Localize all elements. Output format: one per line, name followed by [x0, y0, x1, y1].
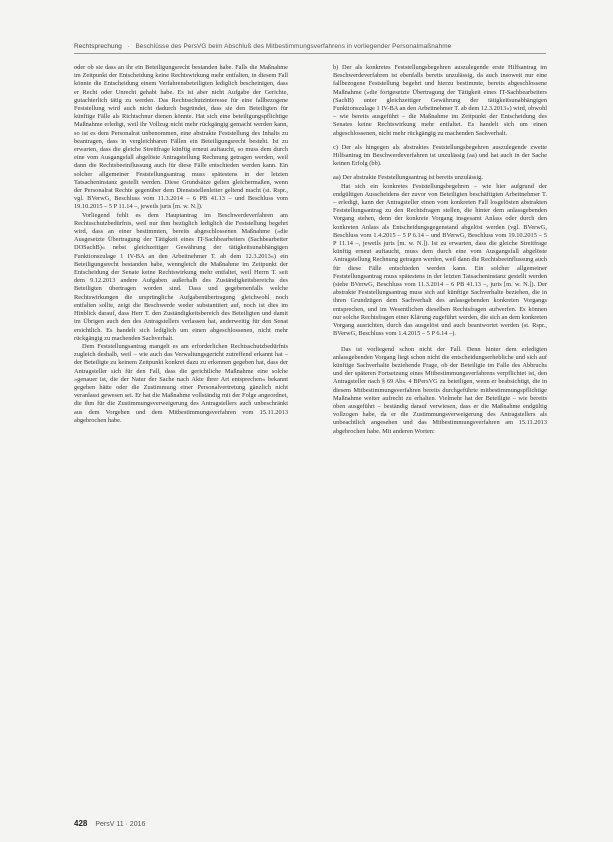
paragraph: Das ist vorliegend schon nicht der Fall. Denn hinter dem erledigten anlassgebenden Vorgang liegt schon nicht die entscheidungserhebliche und sich auf künftige Sachverhalte beziehende Frage, ob der Beteiligte im Falle des Abbruchs und der späteren Fortsetzung eines Mitbestimmungsverfahrens verpflichtet ist, den Antragsteller nach § 69 Abs. 4 BPersVG zu beteiligen, wenn er beabsichtigt, die in diesem Mitbestimmungsverfahren bereits durchgeführte mitbestimmungspflichtige Maßnahme weiter aufrecht zu erhalten. Vielmehr hat der Beteiligte – wie bereits oben ausgeführt – beständig darauf verwiesen, dass er die Maßnahme endgültig vollzogen habe, da er die Zustimmungsverweigerung des Antragstellers als unbeachtlich angesehen und das Mitbestimmungsverfahren am 15.11.2013 abgebrochen habe. Mit anderen Worten:: [333, 345, 547, 435]
page-number: 428: [74, 819, 88, 828]
paragraph: Vorliegend fehlt es dem Hauptantrag im Beschwerdeverfahren am Rechtsschutzbedürfnis, weil nur ihm bezüglich lediglich die Feststellung begehrt wird, dass an einer bestimmten, bereits abgeschlossenen Maßnahme (»die Ausgesetzte Übertragung der Tätigkeit eines IT-Sachbearbeiters (Sachbearbeiter DOSachB)« nebst gleichzeitiger Gewährung der tätigkeitsunabhängigen Funktionszulage 1 IV-BA an den Arbeitnehmer T. ab dem 12.3.2013«) ein Beteiligungsrecht bestanden habe, wenngleich die Maßnahme im Zeitpunkt der Entscheidung der Senate keine Rechtswirkung mehr entfaltet, weil Herrn T. seit dem 9.12.2013 andere Aufgaben außerhalb des Zuständigkeitsbereichs des Beteiligten übertragen worden sind. Dass und gegebenenfalls welche Rechtswirkungen die ursprüngliche Aufgabenübertragung gleichwohl noch entfalten sollte, zeigt die Beschwerde weder substantiiert auf, noch ist dies im Hinblick darauf, dass Herr T. den Zuständigkeitsbereich des Beteiligten und damit im Übrigen auch den des Antragstellers verlassen hat, anderweitig für den Senat ersichtlich. Es handelt sich lediglich um einen abgeschlossenen, nicht mehr rückgängig zu machenden Sachverhalt.: [74, 211, 288, 342]
paragraph: Hat sich ein konkretes Feststellungsbegehren – wie hier aufgrund der endgültigen Ausscheidens der zuvor von Beteiligten beschäftigten Arbeitnehmer T. – erledigt, kann der Antragsteller einen vom konkreten Fall losgelösten abstrakten Feststellungsantrag zu den Rechtsfragen stellen, die hinter dem anlassgebenden Vorgang stehen, denn der konkrete Vorgang insgesamt Anlass oder durch den konkreten Anlass als Entscheidungsgegenstand abgelöst werden (vgl. BVerwG, Beschluss vom 1.4.2015 – 5 P 6.14 – und BVerwG, Beschluss vom 19.10.2015 – 5 P 11.14 –, jeweils juris [m. w. N.]). Ist zu erwarten, dass die gleiche Streitfrage künftig erneut auftaucht, muss dem durch eine vom Ausgangsfall abgelöste Antragstellung Rechnung getragen werden, weil dann die Rechtsbeeinflussung auch für diese Fälle entschieden werden kann. Ein solcher allgemeiner Feststellungsantrag muss spätestens in der letzten Tatsacheninstanz gestellt werden (siehe BVerwG, Beschluss vom 11.3.2014 – 6 PB 41.13 –, juris [m. w. N.]). Der abstrakte Feststellungsantrag muss sich auf künftige Sachverhalte beziehen, die in ihren Grundzügen dem Sachverhalt des anlassgebenden konkreten Vorgangs entsprechen, und im Wesentlichen dieselben Rechtsfragen aufwerfen. Es können nur solche Rechtsfragen einer Klärung zugeführt werden, die sich an dem konkreten Vorgang ausrichten, durch das ausgelöst und auch beantwortet werden (st. Rspr., BVerwG, Beschluss vom 1.4.2015 – 5 P 6.14 –).: [333, 182, 547, 338]
paragraph: oder ob sie dass an ihr ein Beteiligungsrecht bestanden habe. Falls die Maßnahme im Zeitpunkt der Entscheidung keine Rechtswirkung mehr entfalten, in diesem Fall könnte die Entscheidung einem Verfahrensbeteiligten lediglich bescheinigen, dass er Recht oder Unrecht gehabt habe. Es ist aber nicht Aufgabe der Gerichte, gutachterlich tätig zu werden. Das Rechtsschutzinteresse für eine fallbezogene Feststellung wird auch nicht dadurch begründet, dass sie den Beteiligten für künftige Fälle als Richtschnur dienen könnte. Hat sich eine beteiligungspflichtige Maßnahme erledigt, weil ihr Vollzug nicht mehr rückgängig gemacht werden kann, so ist es dem Personalrat unbenommen, eine abstrakte Feststellung des Inhalts zu beantragen, dass in vergleichbaren Fällen ein Beteiligungsrecht besteht. Ist zu erwarten, dass die gleiche Streitfrage künftig erneut auftaucht, so muss dem durch eine vom Ausgangsfall abgelöste Antragstellung Rechnung getragen werden, weil dann die Rechtsbeeinflussung auch für diese Fälle entschieden werden kann. Ein solcher allgemeiner Feststellungsantrag muss spätestens in der letzten Tatsacheninstanz gestellt werden. Diese Grundsätze gelten gleichermaßen, wenn der Personalrat Rechte gegenüber dem Dienststellenleiter geltend macht (st. Rspr., vgl. BVerwG, Beschluss vom 11.3.2014 – 6 PB 41.13 – und Beschluss vom 19.10.2015 – 5 P 11.14 –, jeweils juris [m. w. N.]).: [74, 64, 288, 211]
running-header: Rechtsprechung · Beschlüsse des PersVG beim Abschluß des Mitbestimmungsverfahrens in vorliegender Personalmaßnahme: [74, 43, 452, 50]
header-title: Beschlüsse des PersVG beim Abschluß des Mitbestimmungsverfahrens in vorliegender Personalmaßnahme: [135, 43, 452, 50]
paragraph: c) Der als hingegen als abstraktes Feststellungsbegehren auszulegende zweite Hilfsantrag im Beschwerdeverfahren ist unzulässig (aa) und hat auch in der Sache keinen Erfolg (bb).: [333, 143, 547, 168]
paragraph: Dem Feststellungsantrag mangelt es am erforderlichen Rechtsschutzbedürfnis zugleich deshalb, weil – wie auch das Verwaltungsgericht zutreffend erkannt hat – der Beteiligte zu keinem Zeitpunkt konkret dazu zu erkennen gegeben hat, dass der Antragsteller sich für den Fall, dass die gerichtliche Maßnahme eine solche »genauer ist, die der Natur der Sache nach Akte ihrer Art entsprechen« bekannt gegeben hätte oder die Zustimmung einer Personalvertretung gänzlich nicht veranlasst gewesen sei. Er hat die Maßnahme vollständig mit der Folge angeordnet, die ihm für die Zustimmungsverweigerung des Antragstellers auch unbeschränkt aus dem Vorgehen und dem Mitbestimmungsverfahren vom 15.11.2013 abgebrochen habe.: [74, 342, 288, 424]
paragraph: aa) Der abstrakte Feststellungsantrag ist bereits unzulässig.: [333, 174, 483, 182]
journal-issue: PersV 11 · 2016: [95, 821, 146, 828]
left-column: [74, 64, 288, 425]
header-divider: [74, 53, 546, 54]
page-footer: [74, 819, 145, 828]
right-column: [333, 64, 547, 436]
header-category: Rechtsprechung: [74, 43, 122, 50]
paragraph: b) Der als konkretes Feststellungsbegehren auszulegende erste Hilfsantrag im Beschwerdeverfahren ist ebenfalls bereits unzulässig, da auch insoweit nur eine fallbezogene Feststellung begehrt und hierzu bestimmte, bereits abgeschlossene Maßnahme (»die fortgesetzte Übertragung der Tätigkeit eines IT-Sachbearbeiters (SachB) unter gleichzeitiger Gewährung der tätigkeitsunabhängigen Funktionszulage 1 IV-BA an den Arbeitnehmer T. ab dem 12.3.2013«) wird, obwohl – wie bereits ausgeführt – die Maßnahme im Zeitpunkt der Entscheidung des Senates keine Rechtswirkung mehr entfaltet. Es handelt sich um einen abgeschlossenen, nicht mehr rückgängig zu machenden Sachverhalt.: [333, 64, 547, 137]
